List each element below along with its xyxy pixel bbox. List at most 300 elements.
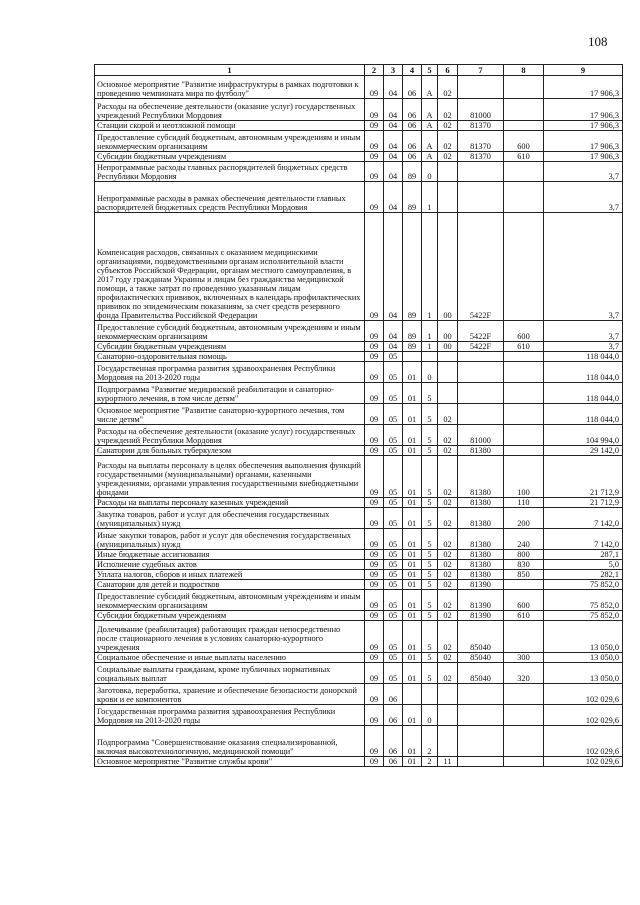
cell-direction: 5422F	[458, 342, 504, 352]
cell-direction	[458, 757, 504, 767]
row-name: Долечивание (реабилитация) работающих граждан непосредственно после стационарного лечения в условиях санаторно-курортного учреждения	[95, 621, 365, 653]
cell-section: 05	[384, 362, 403, 383]
cell-program: 06	[403, 152, 422, 162]
cell-amount: 7 142,0	[544, 529, 623, 550]
column-header-section: 3	[384, 65, 403, 76]
cell-direction: 81370	[458, 121, 504, 131]
cell-amount: 17 906,3	[544, 76, 623, 99]
cell-subprogram: 1	[422, 342, 438, 352]
cell-expense-type	[504, 705, 544, 726]
cell-subprogram: 5	[422, 611, 438, 621]
row-name: Расходы на обеспечение деятельности (оказание услуг) государственных учреждений Республики Мордовия	[95, 99, 365, 121]
table-row	[95, 182, 623, 213]
cell-direction: 81390	[458, 580, 504, 590]
cell-ministry: 09	[365, 590, 384, 611]
cell-direction: 5422F	[458, 321, 504, 342]
cell-activity: 02	[438, 121, 458, 131]
table-row	[95, 653, 623, 663]
cell-section: 06	[384, 726, 403, 757]
cell-expense-type: 110	[504, 498, 544, 508]
table-row	[95, 404, 623, 425]
cell-amount: 102 029,6	[544, 757, 623, 767]
cell-amount: 75 852,0	[544, 590, 623, 611]
cell-direction: 81380	[458, 529, 504, 550]
table-row	[95, 570, 623, 580]
cell-amount: 13 050,0	[544, 653, 623, 663]
cell-direction: 81380	[458, 560, 504, 570]
cell-activity: 00	[438, 213, 458, 321]
cell-subprogram: А	[422, 152, 438, 162]
cell-subprogram: 5	[422, 446, 438, 456]
cell-ministry: 09	[365, 611, 384, 621]
row-name: Основное мероприятие "Развитие инфраструктуры в рамках подготовки к проведению чемпионата мира по футболу"	[95, 76, 365, 99]
cell-activity: 02	[438, 590, 458, 611]
table-row	[95, 352, 623, 362]
cell-program: 01	[403, 663, 422, 684]
cell-section: 05	[384, 498, 403, 508]
cell-amount: 102 029,6	[544, 684, 623, 705]
cell-expense-type	[504, 684, 544, 705]
cell-direction	[458, 352, 504, 362]
cell-subprogram: 5	[422, 456, 438, 498]
cell-subprogram: 5	[422, 508, 438, 529]
row-name: Станции скорой и неотложной помощи	[95, 121, 365, 131]
cell-direction	[458, 76, 504, 99]
cell-amount: 3,7	[544, 321, 623, 342]
cell-ministry: 09	[365, 99, 384, 121]
cell-subprogram: 5	[422, 383, 438, 404]
table-body	[95, 65, 623, 767]
cell-subprogram: 1	[422, 213, 438, 321]
cell-activity	[438, 352, 458, 362]
cell-program: 01	[403, 456, 422, 498]
row-name: Предоставление субсидий бюджетным, автономным учреждениям и иным некоммерческим организациям	[95, 131, 365, 152]
cell-activity: 02	[438, 152, 458, 162]
table-row	[95, 321, 623, 342]
table-row	[95, 76, 623, 99]
table-row	[95, 580, 623, 590]
cell-activity: 02	[438, 580, 458, 590]
row-name: Исполнение судебных актов	[95, 560, 365, 570]
header-row	[95, 65, 623, 76]
cell-direction: 81000	[458, 425, 504, 446]
cell-ministry: 09	[365, 121, 384, 131]
cell-section: 04	[384, 342, 403, 352]
cell-ministry: 09	[365, 560, 384, 570]
cell-program: 01	[403, 611, 422, 621]
cell-amount: 102 029,6	[544, 726, 623, 757]
cell-amount: 13 050,0	[544, 663, 623, 684]
cell-activity	[438, 162, 458, 182]
table-row	[95, 446, 623, 456]
cell-subprogram	[422, 684, 438, 705]
cell-ministry: 09	[365, 529, 384, 550]
row-name: Непрограммные расходы в рамках обеспечения деятельности главных распорядителей бюджетных средств Республики Мордовия	[95, 182, 365, 213]
cell-subprogram: 0	[422, 705, 438, 726]
cell-direction: 81380	[458, 570, 504, 580]
cell-activity: 02	[438, 653, 458, 663]
cell-subprogram: 5	[422, 560, 438, 570]
cell-section: 05	[384, 580, 403, 590]
cell-expense-type	[504, 162, 544, 182]
cell-activity: 02	[438, 456, 458, 498]
cell-program: 06	[403, 99, 422, 121]
cell-ministry: 09	[365, 342, 384, 352]
cell-activity: 02	[438, 446, 458, 456]
cell-activity	[438, 362, 458, 383]
cell-activity	[438, 684, 458, 705]
row-name: Непрограммные расходы главных распорядителей бюджетных средств Республики Мордовия	[95, 162, 365, 182]
cell-expense-type: 610	[504, 611, 544, 621]
cell-amount: 75 852,0	[544, 611, 623, 621]
cell-amount: 3,7	[544, 342, 623, 352]
cell-program: 01	[403, 653, 422, 663]
cell-subprogram: 2	[422, 726, 438, 757]
cell-amount: 13 050,0	[544, 621, 623, 653]
cell-amount: 3,7	[544, 213, 623, 321]
cell-program	[403, 684, 422, 705]
cell-amount: 3,7	[544, 162, 623, 182]
cell-direction: 81380	[458, 456, 504, 498]
cell-section: 05	[384, 425, 403, 446]
cell-amount: 102 029,6	[544, 705, 623, 726]
cell-program: 89	[403, 182, 422, 213]
cell-expense-type	[504, 362, 544, 383]
cell-ministry: 09	[365, 498, 384, 508]
row-name: Иные закупки товаров, работ и услуг для обеспечения государственных (муниципальных) нужд	[95, 529, 365, 550]
cell-subprogram: 5	[422, 570, 438, 580]
cell-amount: 5,0	[544, 560, 623, 570]
row-name: Основное мероприятие "Развитие санаторно-курортного лечения, том числе детям"	[95, 404, 365, 425]
table-row	[95, 383, 623, 404]
column-header-expense-type: 8	[504, 65, 544, 76]
cell-expense-type	[504, 182, 544, 213]
cell-ministry: 09	[365, 404, 384, 425]
cell-expense-type: 600	[504, 590, 544, 611]
cell-program: 01	[403, 508, 422, 529]
table-row	[95, 590, 623, 611]
budget-table	[94, 64, 623, 767]
cell-direction	[458, 162, 504, 182]
cell-ministry: 09	[365, 383, 384, 404]
column-header-direction: 7	[458, 65, 504, 76]
cell-amount: 17 906,3	[544, 152, 623, 162]
cell-expense-type	[504, 121, 544, 131]
row-name: Субсидии бюджетным учреждениям	[95, 611, 365, 621]
cell-section: 04	[384, 321, 403, 342]
cell-ministry: 09	[365, 550, 384, 560]
cell-expense-type: 300	[504, 653, 544, 663]
cell-expense-type: 850	[504, 570, 544, 580]
column-header-name: 1	[95, 65, 365, 76]
row-name: Предоставление субсидий бюджетным, автономным учреждениям и иным некоммерческим организациям	[95, 321, 365, 342]
cell-direction: 81000	[458, 99, 504, 121]
table-row	[95, 550, 623, 560]
cell-ministry: 09	[365, 705, 384, 726]
cell-ministry: 09	[365, 621, 384, 653]
cell-activity: 00	[438, 342, 458, 352]
table-row	[95, 213, 623, 321]
cell-section: 05	[384, 590, 403, 611]
table-row	[95, 121, 623, 131]
column-header-subprogram: 5	[422, 65, 438, 76]
table-row	[95, 342, 623, 352]
row-name: Социальное обеспечение и иные выплаты населению	[95, 653, 365, 663]
table-row	[95, 560, 623, 570]
cell-expense-type	[504, 76, 544, 99]
row-name: Иные бюджетные ассигнования	[95, 550, 365, 560]
cell-activity	[438, 705, 458, 726]
cell-program: 01	[403, 705, 422, 726]
cell-amount: 17 906,3	[544, 99, 623, 121]
cell-amount: 118 044,0	[544, 352, 623, 362]
cell-direction: 81370	[458, 131, 504, 152]
cell-ministry: 09	[365, 663, 384, 684]
cell-expense-type: 830	[504, 560, 544, 570]
cell-ministry: 09	[365, 152, 384, 162]
cell-expense-type	[504, 404, 544, 425]
cell-section: 05	[384, 621, 403, 653]
cell-section: 05	[384, 653, 403, 663]
cell-section: 06	[384, 757, 403, 767]
cell-program: 01	[403, 529, 422, 550]
cell-program: 89	[403, 321, 422, 342]
cell-subprogram: А	[422, 76, 438, 99]
cell-expense-type	[504, 446, 544, 456]
cell-ministry: 09	[365, 684, 384, 705]
cell-subprogram: 5	[422, 590, 438, 611]
table-row	[95, 663, 623, 684]
cell-activity: 02	[438, 99, 458, 121]
cell-activity: 02	[438, 621, 458, 653]
cell-program: 01	[403, 590, 422, 611]
cell-section: 05	[384, 383, 403, 404]
column-header-amount: 9	[544, 65, 623, 76]
cell-direction: 85040	[458, 653, 504, 663]
column-header-program: 4	[403, 65, 422, 76]
cell-section: 05	[384, 611, 403, 621]
cell-activity	[438, 726, 458, 757]
cell-subprogram: 5	[422, 404, 438, 425]
cell-direction	[458, 705, 504, 726]
cell-section: 04	[384, 162, 403, 182]
cell-section: 05	[384, 550, 403, 560]
cell-activity: 02	[438, 611, 458, 621]
cell-direction: 81390	[458, 590, 504, 611]
cell-direction: 5422F	[458, 213, 504, 321]
cell-amount: 3,7	[544, 182, 623, 213]
cell-activity: 02	[438, 529, 458, 550]
row-name: Санатории для больных туберкулезом	[95, 446, 365, 456]
cell-activity: 02	[438, 404, 458, 425]
row-name: Субсидии бюджетным учреждениям	[95, 342, 365, 352]
cell-direction	[458, 182, 504, 213]
cell-amount: 282,1	[544, 570, 623, 580]
cell-activity: 02	[438, 131, 458, 152]
table-row	[95, 757, 623, 767]
row-name: Уплата налогов, сборов и иных платежей	[95, 570, 365, 580]
cell-expense-type: 600	[504, 321, 544, 342]
cell-direction	[458, 404, 504, 425]
cell-section: 04	[384, 76, 403, 99]
cell-section: 05	[384, 352, 403, 362]
column-header-activity: 6	[438, 65, 458, 76]
cell-ministry: 09	[365, 162, 384, 182]
cell-section: 06	[384, 684, 403, 705]
cell-section: 04	[384, 182, 403, 213]
cell-subprogram: 2	[422, 757, 438, 767]
cell-activity: 02	[438, 76, 458, 99]
cell-ministry: 09	[365, 213, 384, 321]
cell-subprogram: 5	[422, 621, 438, 653]
cell-amount: 17 906,3	[544, 121, 623, 131]
cell-subprogram: 5	[422, 425, 438, 446]
cell-ministry: 09	[365, 653, 384, 663]
cell-program: 89	[403, 213, 422, 321]
cell-program: 01	[403, 621, 422, 653]
row-name: Социальные выплаты гражданам, кроме публичных нормативных социальных выплат	[95, 663, 365, 684]
cell-subprogram: 5	[422, 498, 438, 508]
cell-expense-type: 100	[504, 456, 544, 498]
cell-activity: 02	[438, 663, 458, 684]
cell-section: 05	[384, 404, 403, 425]
row-name: Основное мероприятие "Развитие службы крови"	[95, 757, 365, 767]
cell-ministry: 09	[365, 726, 384, 757]
cell-amount: 118 044,0	[544, 404, 623, 425]
cell-subprogram: 0	[422, 362, 438, 383]
cell-program: 89	[403, 342, 422, 352]
cell-activity: 02	[438, 508, 458, 529]
cell-expense-type	[504, 352, 544, 362]
cell-direction	[458, 726, 504, 757]
cell-section: 05	[384, 446, 403, 456]
cell-program: 01	[403, 726, 422, 757]
cell-ministry: 09	[365, 131, 384, 152]
cell-section: 05	[384, 570, 403, 580]
cell-expense-type: 320	[504, 663, 544, 684]
cell-amount: 7 142,0	[544, 508, 623, 529]
table-row	[95, 162, 623, 182]
cell-section: 04	[384, 121, 403, 131]
cell-program: 01	[403, 446, 422, 456]
table-row	[95, 131, 623, 152]
cell-direction: 81370	[458, 152, 504, 162]
cell-direction	[458, 684, 504, 705]
cell-subprogram: 5	[422, 653, 438, 663]
cell-program: 01	[403, 580, 422, 590]
cell-expense-type: 200	[504, 508, 544, 529]
cell-program: 06	[403, 131, 422, 152]
cell-amount: 21 712,9	[544, 456, 623, 498]
row-name: Компенсация расходов, связанных с оказанием медицинскими организациями, подведомственными органам исполнительной власти субъектов Российской Федерации, органам местного самоуправления, в 2017 году гражданам Украины и лицам без гражданства медицинской помощи, а также затрат по проведению указанным лицам профилактических прививок, включенных в календарь профилактических прививок по эпидемическим показаниям, за счет средств резервного фонда Правительства Российской Федерации	[95, 213, 365, 321]
table-row	[95, 498, 623, 508]
cell-direction	[458, 362, 504, 383]
cell-subprogram: 0	[422, 162, 438, 182]
cell-section: 04	[384, 99, 403, 121]
cell-amount: 17 906,3	[544, 131, 623, 152]
cell-direction: 81380	[458, 508, 504, 529]
cell-amount: 29 142,0	[544, 446, 623, 456]
cell-direction: 81380	[458, 446, 504, 456]
row-name: Закупка товаров, работ и услуг для обеспечения государственных (муниципальных) нужд	[95, 508, 365, 529]
table-row	[95, 456, 623, 498]
table-row	[95, 726, 623, 757]
cell-ministry: 09	[365, 508, 384, 529]
cell-section: 05	[384, 560, 403, 570]
cell-expense-type	[504, 425, 544, 446]
row-name: Расходы на выплаты персоналу в целях обеспечения выполнения функций государственными (муниципальными) органами, казенными учреждениями, органами управления государственными внебюджетными фондами	[95, 456, 365, 498]
row-name: Предоставление субсидий бюджетным, автономным учреждениям и иным некоммерческим организациям	[95, 590, 365, 611]
cell-direction: 81390	[458, 611, 504, 621]
cell-amount: 104 994,0	[544, 425, 623, 446]
table-row	[95, 621, 623, 653]
cell-ministry: 09	[365, 362, 384, 383]
cell-expense-type: 610	[504, 152, 544, 162]
cell-expense-type: 800	[504, 550, 544, 560]
cell-activity	[438, 182, 458, 213]
cell-section: 05	[384, 529, 403, 550]
cell-activity: 02	[438, 498, 458, 508]
cell-amount: 287,1	[544, 550, 623, 560]
table-row	[95, 705, 623, 726]
cell-subprogram: А	[422, 99, 438, 121]
cell-ministry: 09	[365, 182, 384, 213]
cell-expense-type	[504, 580, 544, 590]
column-header-ministry: 2	[365, 65, 384, 76]
cell-subprogram: 5	[422, 663, 438, 684]
cell-direction: 81380	[458, 498, 504, 508]
table-row	[95, 425, 623, 446]
cell-subprogram: 1	[422, 321, 438, 342]
row-name: Расходы на выплаты персоналу казенных учреждений	[95, 498, 365, 508]
table-row	[95, 508, 623, 529]
cell-direction: 81380	[458, 550, 504, 560]
cell-activity: 00	[438, 321, 458, 342]
cell-ministry: 09	[365, 446, 384, 456]
cell-amount: 118 044,0	[544, 362, 623, 383]
cell-program: 01	[403, 383, 422, 404]
cell-expense-type	[504, 99, 544, 121]
cell-activity: 02	[438, 550, 458, 560]
cell-ministry: 09	[365, 570, 384, 580]
cell-amount: 75 852,0	[544, 580, 623, 590]
cell-direction: 85040	[458, 663, 504, 684]
cell-subprogram: 5	[422, 580, 438, 590]
cell-ministry: 09	[365, 757, 384, 767]
cell-ministry: 09	[365, 456, 384, 498]
cell-section: 05	[384, 508, 403, 529]
cell-section: 04	[384, 131, 403, 152]
cell-ministry: 09	[365, 580, 384, 590]
row-name: Расходы на обеспечение деятельности (оказание услуг) государственных учреждений Республики Мордовия	[95, 425, 365, 446]
row-name: Санатории для детей и подростков	[95, 580, 365, 590]
row-name: Санаторно-оздоровительная помощь	[95, 352, 365, 362]
row-name: Государственная программа развития здравоохранения Республики Мордовия на 2013-2020 годы	[95, 362, 365, 383]
cell-activity	[438, 383, 458, 404]
row-name: Заготовка, переработка, хранение и обеспечение безопасности донорской крови и ее компонентов	[95, 684, 365, 705]
table-row	[95, 362, 623, 383]
cell-expense-type	[504, 757, 544, 767]
row-name: Подпрограмма "Совершенствование оказания специализированной, включая высокотехнологичную, медицинской помощи"	[95, 726, 365, 757]
cell-program: 01	[403, 757, 422, 767]
cell-program: 01	[403, 550, 422, 560]
cell-program: 01	[403, 362, 422, 383]
cell-subprogram	[422, 352, 438, 362]
cell-program: 89	[403, 162, 422, 182]
cell-section: 05	[384, 456, 403, 498]
cell-direction: 85040	[458, 621, 504, 653]
cell-activity: 02	[438, 570, 458, 580]
